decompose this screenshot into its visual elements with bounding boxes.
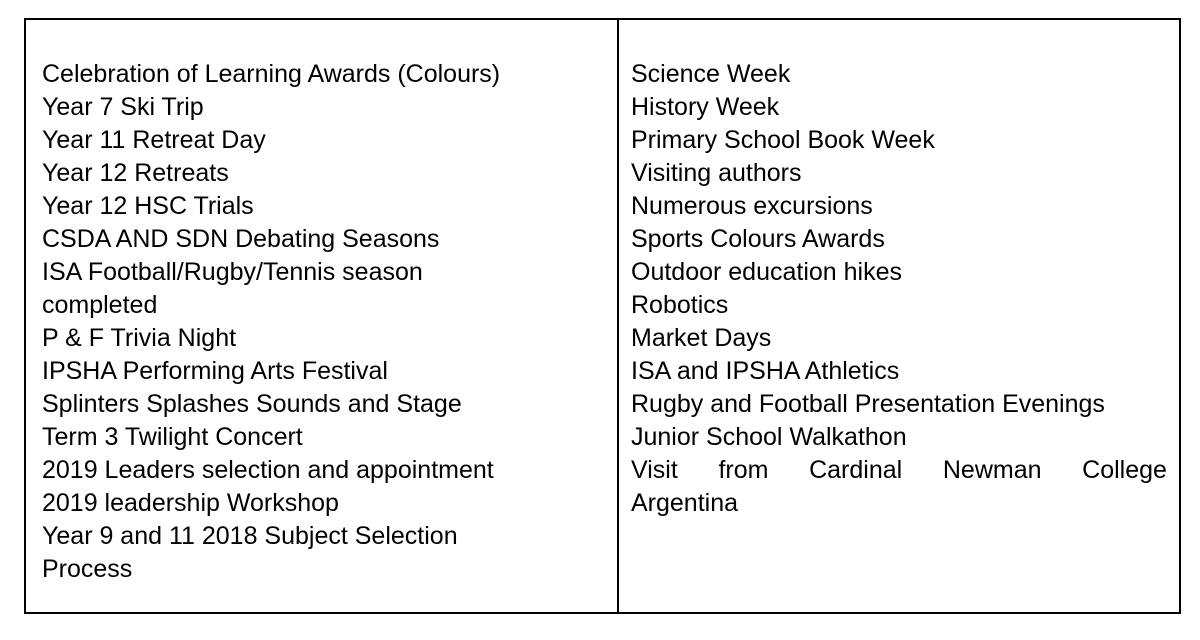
list-item: Process [42, 555, 133, 583]
list-item: Market Days [631, 324, 772, 352]
list-item: Year 7 Ski Trip [42, 93, 204, 121]
list-item: Year 9 and 11 2018 Subject Selection [42, 522, 458, 550]
list-item: Year 11 Retreat Day [42, 126, 266, 154]
visit-word: Newman [942, 456, 1042, 484]
events-table [24, 18, 1181, 614]
list-item: Junior School Walkathon [631, 423, 907, 451]
list-item: Year 12 Retreats [42, 159, 229, 187]
list-item: History Week [631, 93, 780, 121]
list-item: Sports Colours Awards [631, 225, 885, 253]
list-item: P & F Trivia Night [42, 324, 237, 352]
list-item: Primary School Book Week [631, 126, 935, 154]
list-item: IPSHA Performing Arts Festival [42, 357, 388, 385]
left-column [26, 20, 619, 612]
list-item: Year 12 HSC Trials [42, 192, 254, 220]
visit-item-first-line [631, 454, 1167, 487]
list-item: CSDA AND SDN Debating Seasons [42, 225, 440, 253]
list-item: Numerous excursions [631, 192, 873, 220]
visit-word: College [1082, 456, 1167, 484]
list-item: Outdoor education hikes [631, 258, 903, 286]
list-item: Splinters Splashes Sounds and Stage [42, 390, 462, 418]
list-item: completed [42, 291, 158, 319]
list-item: Term 3 Twilight Concert [42, 423, 303, 451]
list-item: 2019 leadership Workshop [42, 489, 339, 517]
list-item: Science Week [631, 60, 791, 88]
list-item: Robotics [631, 291, 729, 319]
visit-word: from [718, 456, 769, 484]
list-item: ISA Football/Rugby/Tennis season [42, 258, 423, 286]
visit-word: Visit [631, 456, 678, 484]
list-item: Celebration of Learning Awards (Colours) [42, 60, 501, 88]
list-item: 2019 Leaders selection and appointment [42, 456, 494, 484]
visit-item-second-line: Argentina [631, 489, 739, 517]
list-item: Visiting authors [631, 159, 802, 187]
list-item: Rugby and Football Presentation Evenings [631, 390, 1105, 418]
visit-word: Cardinal [809, 456, 903, 484]
right-column [619, 20, 1179, 612]
list-item: ISA and IPSHA Athletics [631, 357, 900, 385]
